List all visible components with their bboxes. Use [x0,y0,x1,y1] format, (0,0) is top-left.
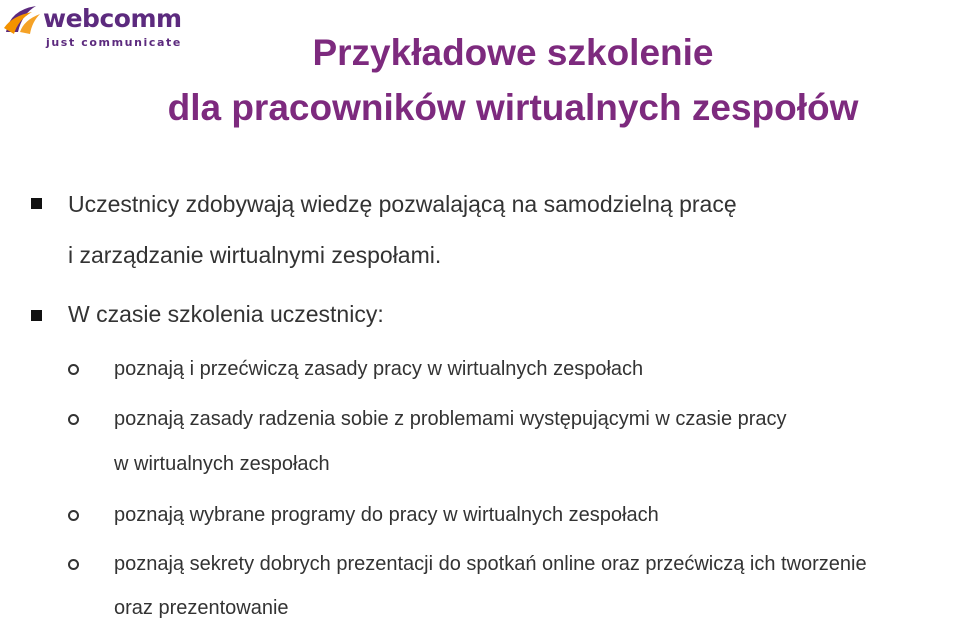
circle-bullet-icon [68,364,79,375]
circle-bullet-icon [68,510,79,521]
square-bullet-icon [31,310,42,321]
subbullet-3-line-1: poznają wybrane programy do pracy w wirtualnych zespołach [114,504,659,526]
logo-tagline: just communicate [46,36,182,49]
logo-name: webcomm [43,4,182,33]
logo-swirl-icon [2,2,42,38]
subbullet-2-line-2: w wirtualnych zespołach [114,453,330,475]
bullet-2-line-1: W czasie szkolenia uczestnicy: [68,301,384,327]
bullet-1-line-1: Uczestnicy zdobywają wiedzę pozwalającą na samodzielną pracę [68,191,737,217]
subbullet-1-line-1: poznają i przećwiczą zasady pracy w wirtualnych zespołach [114,358,644,380]
bullet-1-line-2: i zarządzanie wirtualnymi zespołami. [68,242,442,268]
slide-title-line-1: Przykładowe szkolenie [312,32,714,73]
slide-title-line-2: dla pracowników wirtualnych zespołów [167,87,859,128]
subbullet-4-line-1: poznają sekrety dobrych prezentacji do spotkań online oraz przećwiczą ich tworzenie [114,553,867,575]
subbullet-2-line-1: poznają zasady radzenia sobie z problemami występującymi w czasie pracy [114,408,787,430]
square-bullet-icon [31,198,42,209]
circle-bullet-icon [68,559,79,570]
subbullet-4-line-2: oraz prezentowanie [114,597,289,619]
circle-bullet-icon [68,414,79,425]
